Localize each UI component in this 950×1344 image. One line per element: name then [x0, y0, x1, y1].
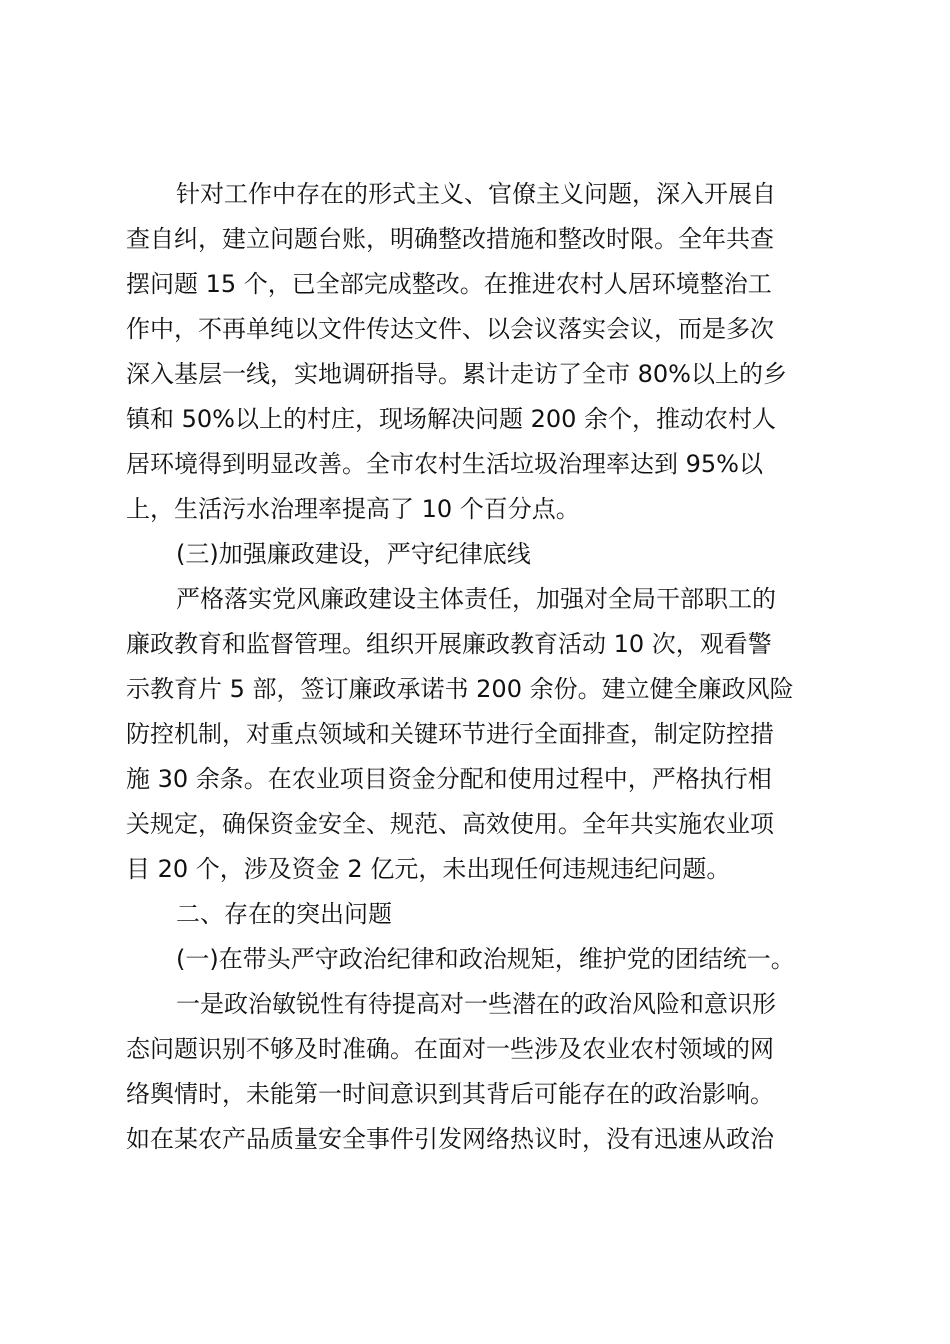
- paragraph-line: 一是政治敏锐性有待提高对一些潜在的政治风险和意识形: [176, 990, 776, 1018]
- paragraph-line: 深入基层一线，实地调研指导。累计走访了全市 80%以上的乡: [126, 360, 787, 388]
- subsection-heading: (一)在带头严守政治纪律和政治规矩，维护党的团结统一。: [176, 945, 795, 973]
- paragraph-line: 廉政教育和监督管理。组织开展廉政教育活动 10 次，观看警: [126, 630, 772, 658]
- paragraph-line: 如在某农产品质量安全事件引发网络热议时，没有迅速从政治: [126, 1125, 774, 1153]
- section-heading: 二、存在的突出问题: [176, 900, 392, 928]
- paragraph-line: 态问题识别不够及时准确。在面对一些涉及农业农村领域的网: [126, 1035, 774, 1063]
- paragraph-line: 严格落实党风廉政建设主体责任，加强对全局干部职工的: [176, 585, 776, 613]
- paragraph-line: 针对工作中存在的形式主义、官僚主义问题，深入开展自: [176, 180, 776, 208]
- paragraph-line: 查自纠，建立问题台账，明确整改措施和整改时限。全年共查: [126, 225, 774, 253]
- paragraph-line: 居环境得到明显改善。全市农村生活垃圾治理率达到 95%以: [126, 450, 763, 478]
- paragraph-line: 目 20 个，涉及资金 2 亿元，未出现任何违规违纪问题。: [126, 855, 731, 883]
- paragraph-line: 防控机制，对重点领域和关键环节进行全面排查，制定防控措: [126, 720, 774, 748]
- paragraph-line: 施 30 余条。在农业项目资金分配和使用过程中，严格执行相: [126, 765, 772, 793]
- section-heading: (三)加强廉政建设，严守纪律底线: [176, 540, 531, 568]
- paragraph-line: 镇和 50%以上的村庄，现场解决问题 200 余个，推动农村人: [126, 405, 777, 433]
- paragraph-line: 示教育片 5 部，签订廉政承诺书 200 余份。建立健全廉政风险: [126, 675, 794, 703]
- paragraph-line: 作中，不再单纯以文件传达文件、以会议落实会议，而是多次: [126, 315, 774, 343]
- paragraph-line: 上，生活污水治理率提高了 10 个百分点。: [126, 495, 580, 523]
- document-body: [126, 172, 826, 1162]
- paragraph-line: 摆问题 15 个，已全部完成整改。在推进农村人居环境整治工: [126, 270, 772, 298]
- paragraph-line: 络舆情时，未能第一时间意识到其背后可能存在的政治影响。: [126, 1080, 774, 1108]
- paragraph-line: 关规定，确保资金安全、规范、高效使用。全年共实施农业项: [126, 810, 774, 838]
